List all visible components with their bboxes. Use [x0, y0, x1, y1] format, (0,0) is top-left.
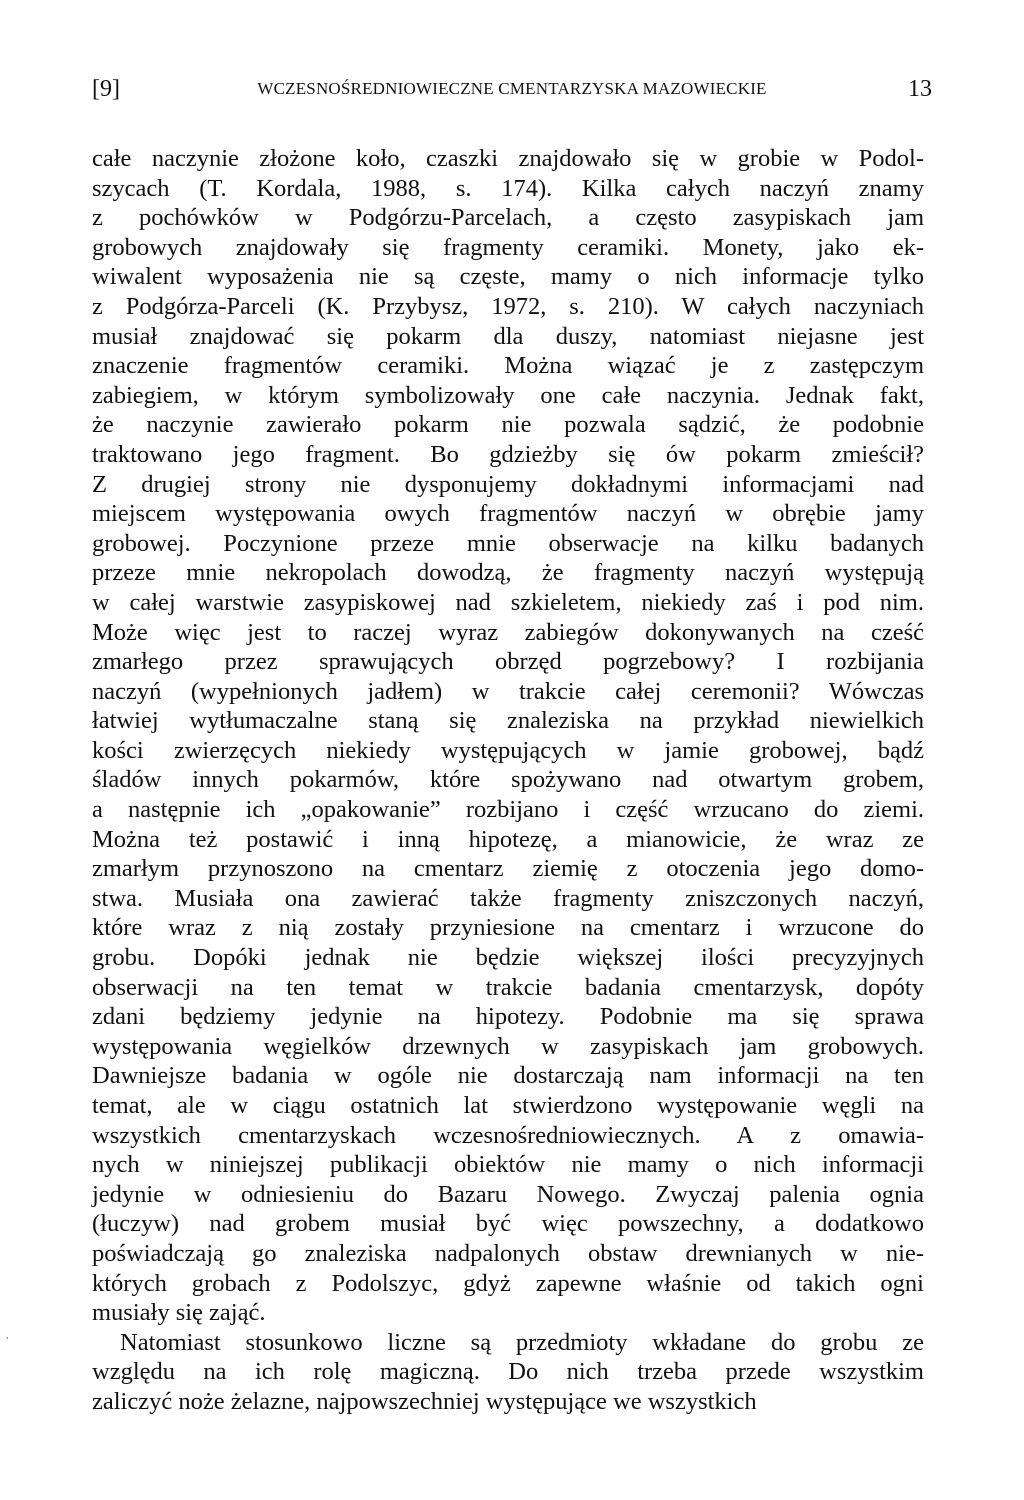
paragraph-2 [92, 1328, 924, 1417]
running-head [92, 74, 932, 104]
paragraph-1 [92, 144, 924, 1328]
text-line: obserwacji na ten temat w trakcie badania cmentarzysk, dopóty [92, 973, 924, 1001]
text-line: wszystkich cmentarzyskach wczesnośredniowiecznych. A z omawia- [92, 1121, 924, 1149]
text-line: Może więc jest to raczej wyraz zabiegów dokonywanych na cześć [92, 618, 924, 646]
text-line: jedynie w odniesieniu do Bazaru Nowego. Zwyczaj palenia ognia [92, 1180, 924, 1208]
text-line: poświadczają go znaleziska nadpalonych obstaw drewnianych w nie- [92, 1239, 924, 1267]
text-line: które wraz z nią zostały przyniesione na cmentarz i wrzucone do [92, 914, 924, 942]
text-line: zaliczyć noże żelazne, najpowszechniej występujące we wszystkich [92, 1387, 757, 1415]
text-line: kości zwierzęcych niekiedy występujących w jamie grobowej, bądź [92, 736, 924, 764]
text-line: nych w niniejszej publikacji obiektów nie mamy o nich informacji [92, 1151, 924, 1179]
text-line: zabiegiem, w którym symbolizowały one całe naczynia. Jednak fakt, [92, 381, 924, 409]
text-line: w całej warstwie zasypiskowej nad szkieletem, niekiedy zaś i pod nim. [92, 588, 924, 616]
text-line: wiwalent wyposażenia nie są częste, mamy o nich informacje tylko [92, 263, 924, 291]
text-line: (łuczyw) nad grobem musiał być więc powszechny, a dodatkowo [92, 1210, 924, 1238]
text-line: musiał znajdować się pokarm dla duszy, natomiast niejasne jest [92, 322, 924, 350]
margin-mark: , [6, 1330, 9, 1341]
text-line: a następnie ich „opakowanie” rozbijano i część wrzucano do ziemi. [92, 796, 924, 824]
text-line: Natomiast stosunkowo liczne są przedmioty wkładane do grobu ze [120, 1328, 924, 1356]
text-line: musiały się zająć. [92, 1299, 266, 1327]
text-line: występowania węgielków drzewnych w zasypiskach jam grobowych. [92, 1032, 924, 1060]
text-line: łatwiej wytłumaczalne staną się znaleziska na przykład niewielkich [92, 707, 924, 735]
text-line: grobowych znajdowały się fragmenty ceramiki. Monety, jako ek- [92, 233, 924, 261]
text-line: zmarłym przynoszono na cmentarz ziemię z otoczenia jego domo- [92, 855, 924, 883]
running-title: WCZESNOŚREDNIOWIECZNE CMENTARZYSKA MAZOWIECKIE [257, 79, 767, 98]
text-line: miejscem występowania owych fragmentów naczyń w obrębie jamy [92, 500, 924, 528]
text-line: grobowej. Poczynione przeze mnie obserwacje na kilku badanych [92, 529, 924, 557]
text-line: szycach (T. Kordala, 1988, s. 174). Kilka całych naczyń znamy [92, 174, 924, 202]
text-line: całe naczynie złożone koło, czaszki znajdowało się w grobie w Podol- [92, 145, 924, 172]
text-line: Z drugiej strony nie dysponujemy dokładnymi informacjami nad [92, 470, 924, 498]
section-number: [9] [92, 76, 120, 102]
text-line: śladów innych pokarmów, które spożywano nad otwartym grobem, [92, 766, 924, 794]
text-line: z Podgórza-Parceli (K. Przybysz, 1972, s. 210). W całych naczyniach [92, 292, 924, 320]
text-line: zmarłego przez sprawujących obrzęd pogrzebowy? I rozbijania [92, 648, 924, 676]
page-number: 13 [908, 76, 932, 102]
text-line: przeze mnie nekropolach dowodzą, że fragmenty naczyń występują [92, 559, 924, 587]
text-line: znaczenie fragmentów ceramiki. Można wiązać je z zastępczym [92, 352, 924, 380]
text-line: grobu. Dopóki jednak nie będzie większej ilości precyzyjnych [92, 944, 924, 972]
text-line: względu na ich rolę magiczną. Do nich trzeba przede wszystkim [92, 1358, 924, 1386]
text-line: Można też postawić i inną hipotezę, a mianowicie, że wraz ze [92, 825, 924, 853]
text-line: traktowano jego fragment. Bo gdzieżby się ów pokarm zmieścił? [92, 440, 924, 468]
text-line: których grobach z Podolszyc, gdyż zapewne właśnie od takich ogni [92, 1269, 924, 1297]
text-line: temat, ale w ciągu ostatnich lat stwierdzono występowanie węgli na [92, 1092, 924, 1119]
text-line: że naczynie zawierało pokarm nie pozwala sądzić, że podobnie [92, 411, 924, 439]
text-line: naczyń (wypełnionych jadłem) w trakcie całej ceremonii? Wówczas [92, 677, 924, 705]
text-line: stwa. Musiała ona zawierać także fragmenty zniszczonych naczyń, [92, 884, 924, 912]
text-line: z pochówków w Podgórzu-Parcelach, a często zasypiskach jam [92, 204, 924, 232]
text-line: zdani będziemy jedynie na hipotezy. Podobnie ma się sprawa [92, 1003, 924, 1031]
text-line: Dawniejsze badania w ogóle nie dostarczają nam informacji na ten [92, 1062, 924, 1090]
body-text [92, 144, 924, 1417]
